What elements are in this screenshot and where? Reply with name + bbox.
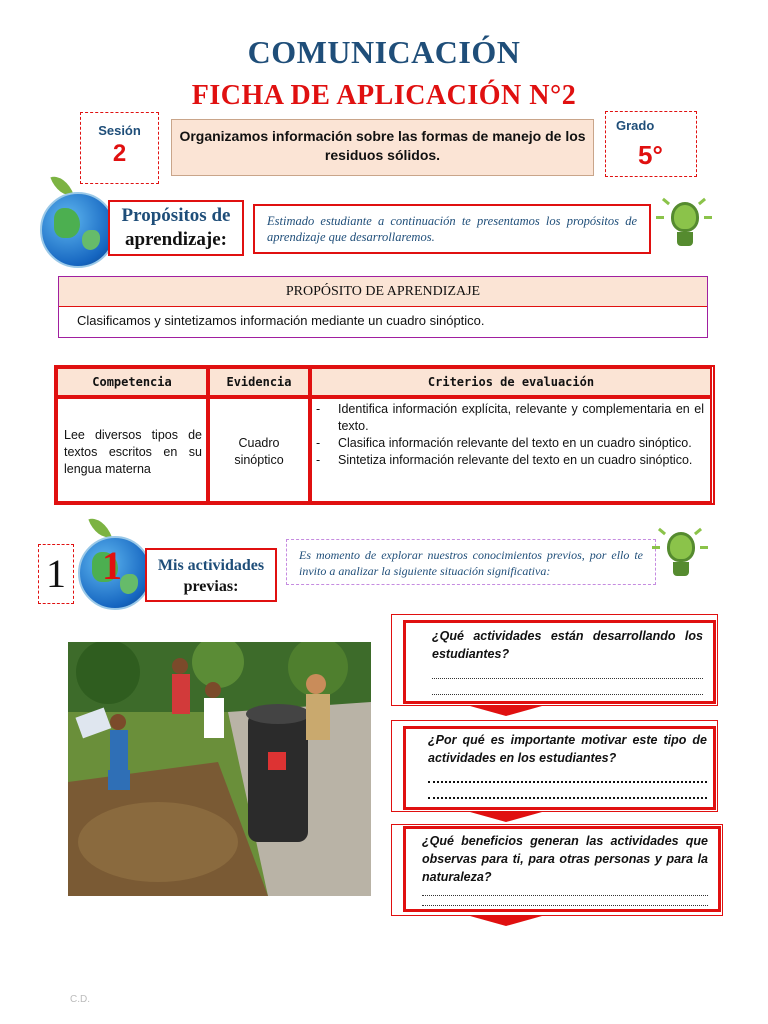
cell-criterios xyxy=(310,397,712,503)
grade-value: 5° xyxy=(638,140,663,170)
down-arrow-icon xyxy=(470,706,542,716)
footer-mark: C.D. xyxy=(70,994,90,1005)
purpose-header: PROPÓSITO DE APRENDIZAJE xyxy=(59,277,707,307)
question-text: ¿Qué actividades están desarrollando los estudiantes? xyxy=(432,629,703,661)
lightbulb-icon xyxy=(664,198,706,258)
table-header-evidencia: Evidencia xyxy=(208,367,310,397)
session-number: 2 xyxy=(112,140,127,167)
table-header-competencia: Competencia xyxy=(56,367,208,397)
activities-title-line2: previas: xyxy=(183,578,239,595)
activities-title xyxy=(145,548,277,602)
question-box xyxy=(403,726,716,810)
activities-title-line1: Mis actividades xyxy=(157,557,265,574)
question-text: ¿Qué beneficios generan las actividades que observas para ti, para otras personas y para la naturaleza? xyxy=(422,834,708,884)
grade-label: Grado xyxy=(616,118,655,133)
question-box xyxy=(403,620,716,704)
criterion-item: - Sintetiza información relevante del texto en un cuadro sinóptico. xyxy=(316,453,693,467)
page-title: COMUNICACIÓN xyxy=(247,34,521,70)
globe-icon xyxy=(40,192,116,268)
purpose-box xyxy=(58,276,708,338)
down-arrow-icon xyxy=(470,916,542,926)
topic-box: Organizamos información sobre las formas de manejo de los residuos sólidos. xyxy=(171,119,594,176)
answer-line[interactable] xyxy=(428,783,707,799)
criterion-item: - Clasifica información relevante del texto en un cuadro sinóptico. xyxy=(316,436,692,450)
purposes-intro: Estimado estudiante a continuación te presentamos los propósitos de aprendizaje que desarrollaremos. xyxy=(253,204,651,254)
students-cleaning-photo xyxy=(68,642,371,896)
purposes-title-line1: Propósitos de xyxy=(121,205,231,226)
answer-line[interactable] xyxy=(422,896,708,906)
answer-line[interactable] xyxy=(428,767,707,783)
session-box xyxy=(80,112,159,184)
question-text: ¿Por qué es importante motivar este tipo de actividades en los estudiantes? xyxy=(428,733,707,765)
purposes-title xyxy=(108,200,244,256)
answer-line[interactable] xyxy=(422,886,708,896)
table-header-criterios: Criterios de evaluación xyxy=(310,367,712,397)
activities-intro: Es momento de explorar nuestros conocimientos previos, por ello te invito a analizar la siguiente situación significativa: xyxy=(286,539,656,585)
lightbulb-icon xyxy=(660,528,702,588)
question-box xyxy=(403,826,721,912)
purposes-title-line2: aprendizaje: xyxy=(124,229,228,250)
competency-table xyxy=(54,365,715,505)
activity-number: 1 xyxy=(38,544,74,604)
page-subtitle: FICHA DE APLICACIÓN N°2 xyxy=(191,80,577,111)
down-arrow-icon xyxy=(470,812,542,822)
answer-line[interactable] xyxy=(432,663,703,679)
session-label: Sesión xyxy=(98,123,141,138)
cell-evidencia: Cuadro sinóptico xyxy=(208,397,310,503)
purpose-text: Clasificamos y sintetizamos información mediante un cuadro sinóptico. xyxy=(77,313,485,328)
criterion-item: - Identifica información explícita, relevante y complementaria en el texto. xyxy=(316,402,704,433)
grade-box xyxy=(605,111,697,177)
cell-competencia: Lee diversos tipos de textos escritos en su lengua materna xyxy=(56,397,208,503)
activity-badge-number: 1 xyxy=(102,543,122,588)
answer-line[interactable] xyxy=(432,679,703,695)
